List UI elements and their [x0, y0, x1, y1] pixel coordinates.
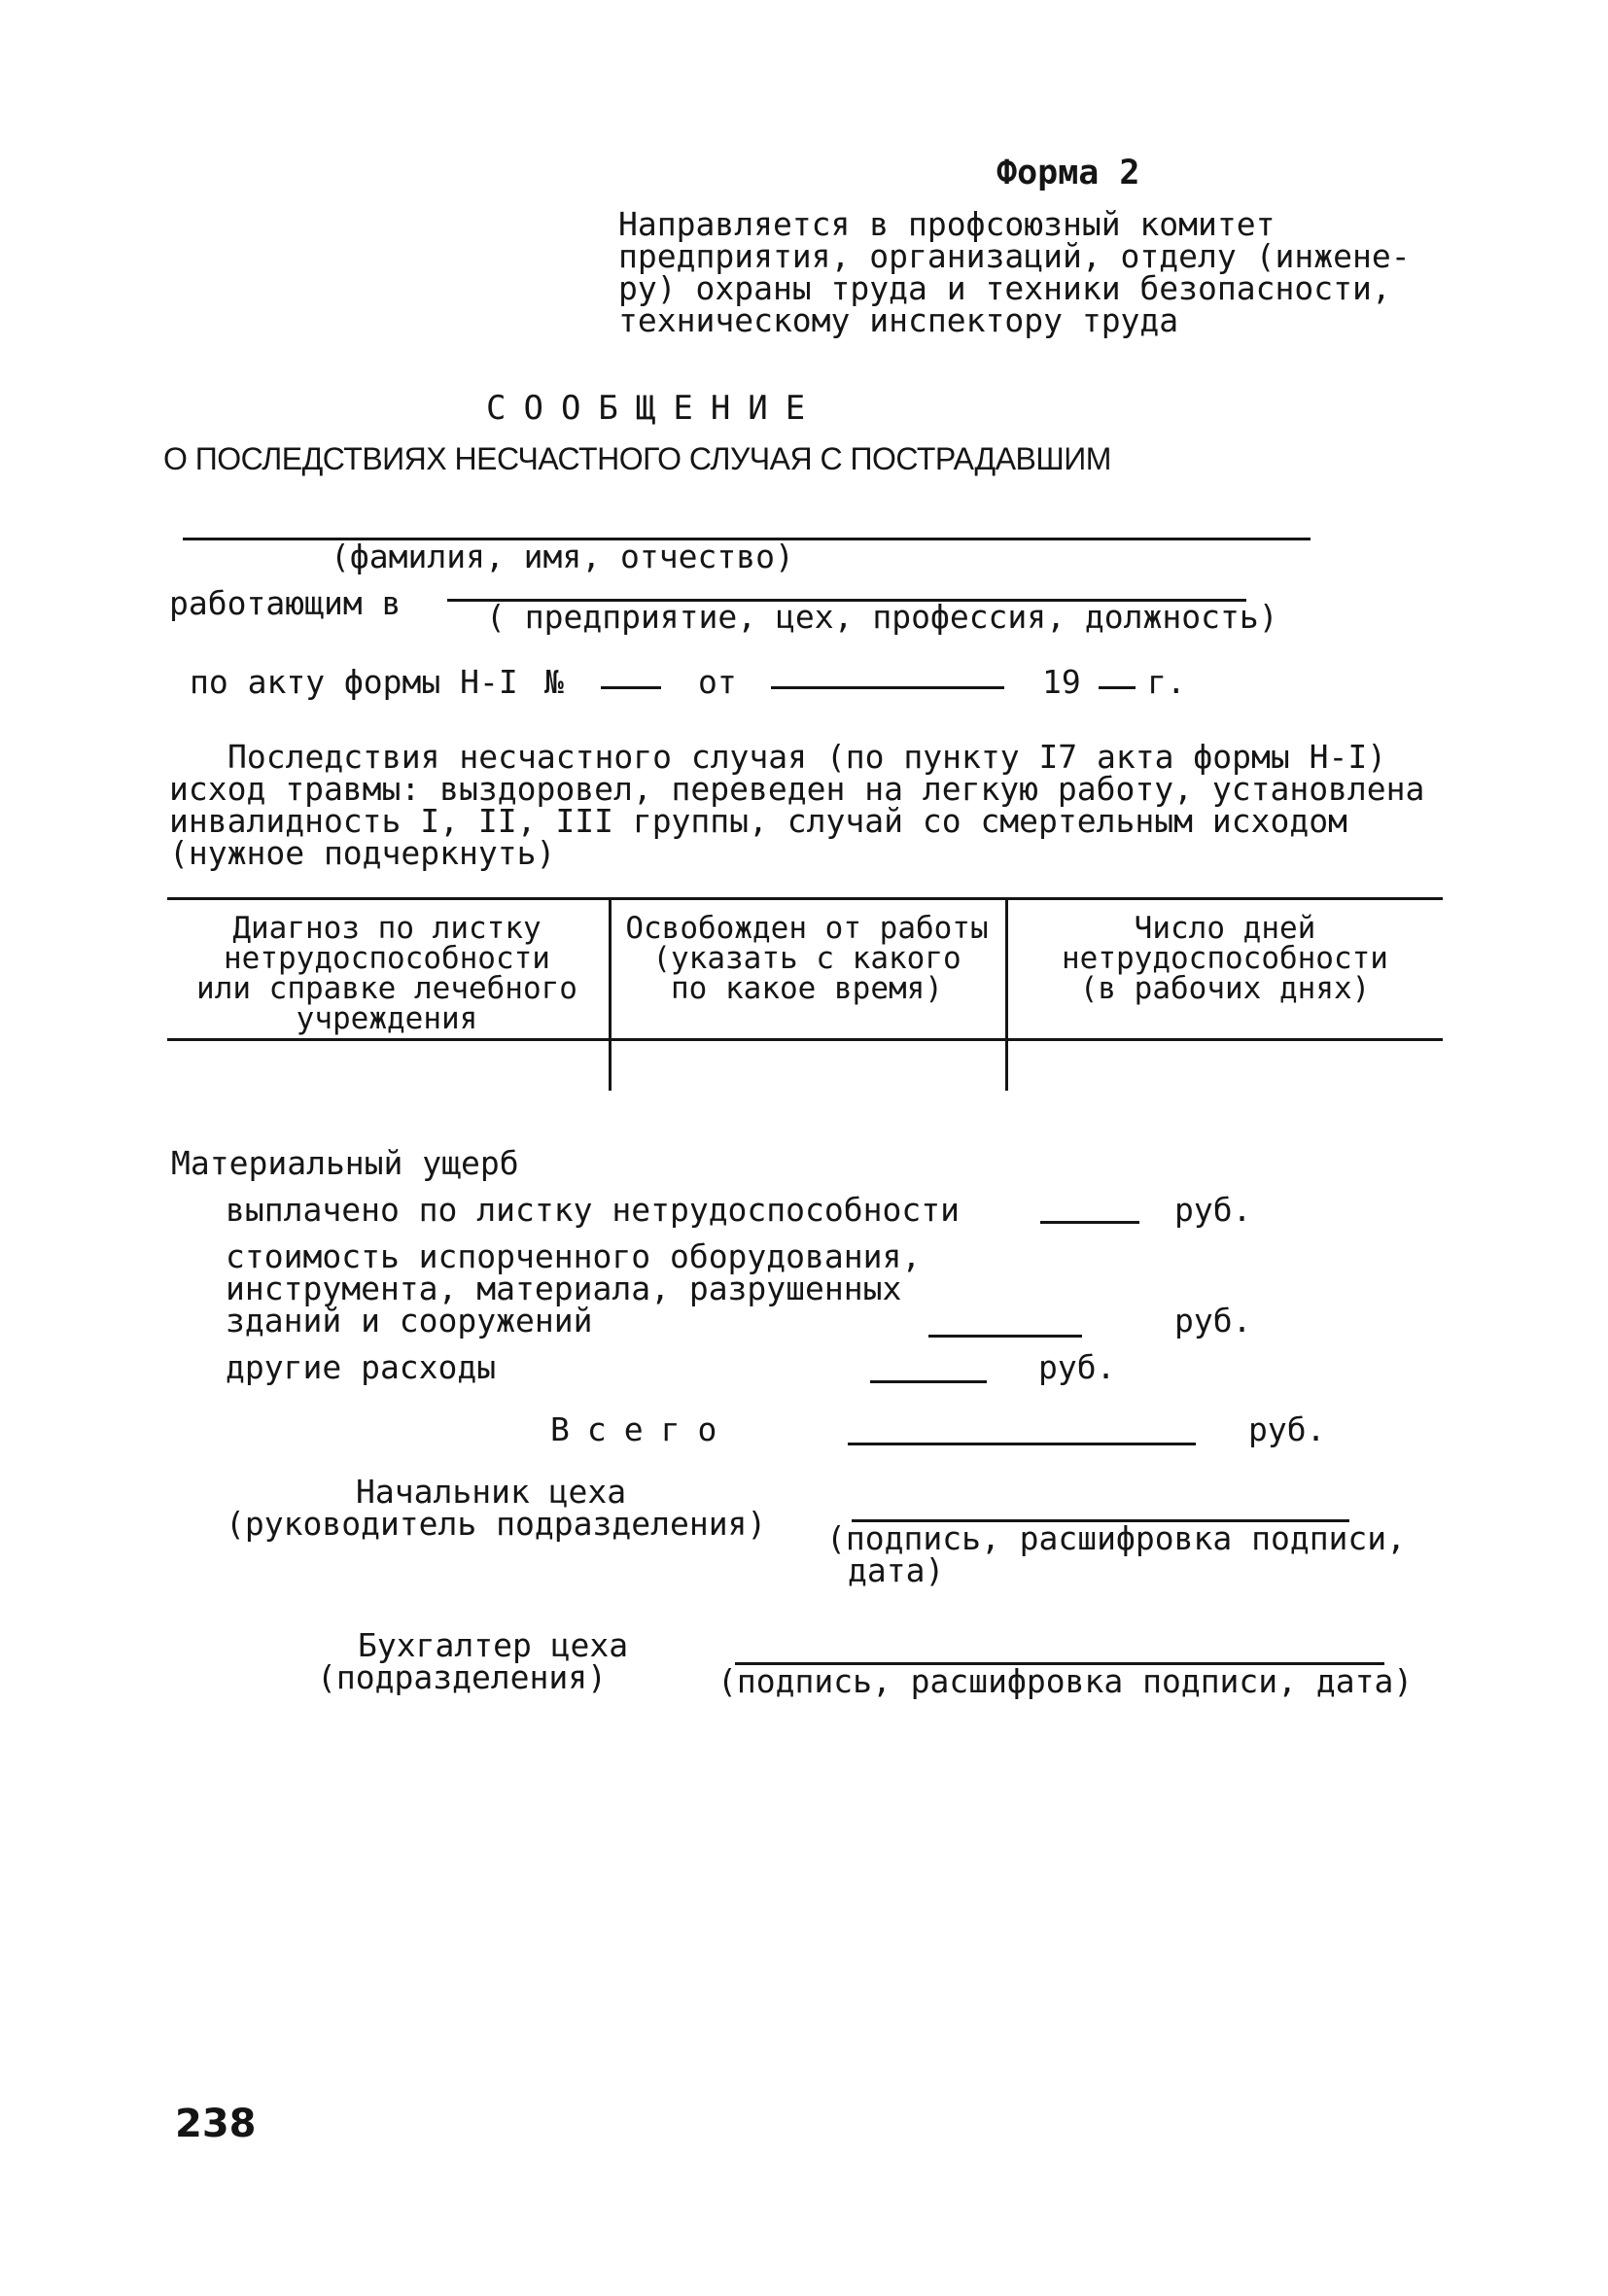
- table-header-released: Освобожден от работы (указать с какого по какое время): [625, 911, 989, 1006]
- from-word: от: [698, 663, 737, 701]
- consequences-line: Последствия несчастного случая (по пункту I7 акта формы Н-I): [227, 738, 1387, 776]
- routing-line: техническому инспектору труда: [618, 301, 1179, 339]
- table-header-diagnosis: Диагноз по листку нетрудоспособности или справке лечебного учреждения: [196, 911, 577, 1036]
- equipment-currency: руб.: [1174, 1302, 1252, 1339]
- other-expenses-label: другие расходы: [226, 1348, 497, 1386]
- year-suffix: г.: [1147, 663, 1186, 701]
- consequences-line: исход травмы: выздоровел, переведен на легкую работу, установлена: [169, 770, 1425, 808]
- name-caption: (фамилия, имя, отчество): [331, 538, 794, 575]
- routing-line: Направляется в профсоюзный комитет: [618, 205, 1276, 243]
- page-subtitle: О ПОСЛЕДСТВИЯХ НЕСЧАСТНОГО СЛУЧАЯ С ПОСТРАДАВШИМ: [163, 441, 1111, 476]
- form-label: Форма 2: [996, 154, 1140, 192]
- workplace-caption: ( предприятие, цех, профессия, должность): [486, 598, 1278, 636]
- consequences-line: инвалидность I, II, III группы, случай со смертельным исходом: [169, 802, 1347, 840]
- equipment-line: инструмента, материала, разрушенных: [226, 1270, 902, 1307]
- table-header-rule: [167, 1038, 1443, 1041]
- page-title: СООБЩЕНИЕ: [486, 389, 823, 428]
- head-title: Начальник цеха: [356, 1473, 627, 1511]
- act-number-blank[interactable]: [601, 686, 661, 689]
- total-amount-blank[interactable]: [848, 1443, 1196, 1445]
- act-prefix: по акту формы Н-I: [190, 663, 518, 701]
- table-cell-diagnosis[interactable]: [169, 1042, 607, 1089]
- equipment-amount-blank[interactable]: [928, 1335, 1082, 1338]
- total-label: Всего: [550, 1410, 735, 1448]
- sick-leave-currency: руб.: [1174, 1191, 1252, 1229]
- equipment-line: стоимость испорченного оборудования,: [226, 1237, 922, 1275]
- other-currency: руб.: [1038, 1348, 1116, 1386]
- accountant-title: Бухгалтер цеха: [358, 1626, 629, 1664]
- table-cell-released[interactable]: [612, 1042, 1003, 1089]
- year-blank[interactable]: [1099, 686, 1136, 689]
- consequences-line: (нужное подчеркнуть): [169, 834, 556, 872]
- routing-line: ру) охраны труда и техники безопасности,: [618, 269, 1391, 307]
- head-signature-caption: дата): [848, 1551, 945, 1589]
- number-sign: №: [544, 663, 564, 701]
- sick-leave-amount-blank[interactable]: [1040, 1221, 1139, 1224]
- accountant-subtitle: (подразделения): [317, 1658, 608, 1696]
- table-header-days: Число дней нетрудоспособности (в рабочих днях): [1062, 911, 1388, 1006]
- routing-line: предприятия, организаций, отделу (инжене-: [618, 237, 1411, 275]
- working-at-label: работающим в: [169, 584, 402, 622]
- sick-leave-label: выплачено по листку нетрудоспособности: [226, 1191, 960, 1229]
- total-currency: руб.: [1248, 1410, 1326, 1448]
- table-top-rule: [167, 897, 1443, 900]
- head-subtitle: (руководитель подразделения): [226, 1505, 767, 1543]
- table-cell-days[interactable]: [1009, 1042, 1443, 1089]
- page-number: 238: [175, 2102, 257, 2146]
- damage-heading: Материальный ущерб: [171, 1144, 519, 1182]
- equipment-line: зданий и сооружений: [226, 1302, 593, 1339]
- year-prefix: 19: [1042, 663, 1081, 701]
- act-date-blank[interactable]: [771, 686, 1004, 689]
- accountant-signature-caption: (подпись, расшифровка подписи, дата): [717, 1662, 1414, 1700]
- other-amount-blank[interactable]: [870, 1380, 987, 1383]
- head-signature-caption: (подпись, расшифровка подписи,: [826, 1519, 1407, 1557]
